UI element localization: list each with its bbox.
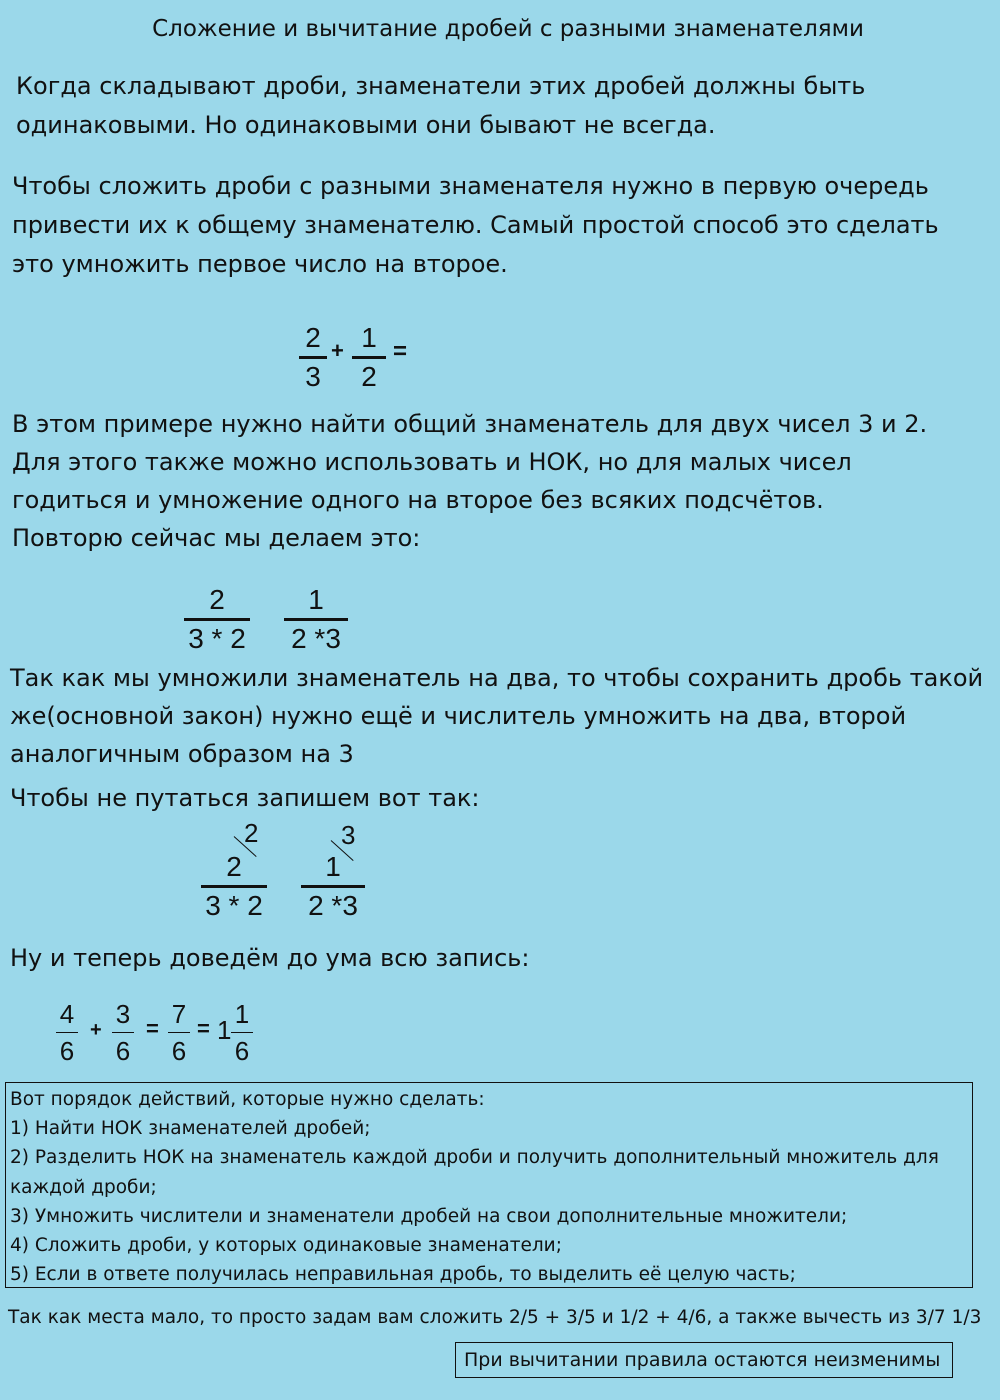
fraction-2-over-3x2-marked <box>201 851 267 922</box>
numerator: 2 <box>209 584 225 615</box>
fraction-1-6 <box>231 998 253 1067</box>
numerator: 1 <box>308 584 324 615</box>
numerator: 1 <box>361 322 377 353</box>
equals-sign: = <box>146 1016 159 1041</box>
fraction-bar <box>168 1032 190 1033</box>
equals-sign: = <box>393 338 408 365</box>
paragraph4-line-4: Чтобы не путаться запишем вот так: <box>10 784 480 812</box>
paragraph3-line-4: Повторю сейчас мы делаем это: <box>12 524 421 552</box>
paragraph4-line-3: аналогичным образом на 3 <box>10 740 354 768</box>
denominator: 6 <box>59 1036 75 1066</box>
multiplier-2: 2 <box>244 818 259 848</box>
page-title: Сложение и вычитание дробей с разными знаменателями <box>152 16 864 42</box>
fraction-3-6 <box>112 998 134 1067</box>
fraction-1-2 <box>352 322 386 393</box>
paragraph3-line-3: годиться и умножение одного на второе без всяких подсчётов. <box>12 486 824 514</box>
steps-box <box>5 1082 973 1288</box>
numerator: 1 <box>325 851 341 882</box>
numerator: 1 <box>234 999 250 1029</box>
step-line: 4) Сложить дроби, у которых одинаковые знаменатели; <box>10 1235 562 1257</box>
paragraph3-line-1: В этом примере нужно найти общий знаменатель для двух чисел 3 и 2. <box>12 410 928 438</box>
step-line: 2) Разделить НОК на знаменатель каждой дроби и получить дополнительный множитель для <box>10 1147 939 1169</box>
denominator: 6 <box>115 1036 131 1066</box>
numerator: 2 <box>226 851 242 882</box>
denominator: 2 <box>361 361 377 392</box>
step-line: 3) Умножить числители и знаменатели дробей на свои дополнительные множители; <box>10 1205 848 1227</box>
denominator: 2 *3 <box>308 890 358 921</box>
fraction-bar <box>352 356 386 359</box>
step-line: 1) Найти НОК знаменателей дробей; <box>10 1118 371 1140</box>
numerator: 3 <box>115 999 131 1029</box>
fraction-bar <box>184 618 250 621</box>
denominator: 3 * 2 <box>205 890 263 921</box>
paragraph3-line-2: Для этого также можно использовать и НОК, но для малых чисел <box>12 448 852 476</box>
fraction-2-over-3x2 <box>184 584 250 655</box>
equals-sign: = <box>197 1016 210 1041</box>
intro-line-2: одинаковыми. Но одинаковыми они бывают не всегда. <box>16 111 716 139</box>
fraction-bar <box>299 356 327 359</box>
homework-task: Так как места мало, то просто задам вам сложить 2/5 + 3/5 и 1/2 + 4/6, а также вычесть из 3/7 1/3 <box>8 1307 982 1328</box>
denominator: 2 *3 <box>291 623 341 654</box>
multiplier-3: 3 <box>341 820 356 850</box>
fraction-bar <box>231 1032 253 1033</box>
fraction-bar <box>301 885 365 888</box>
step-line: каждой дроби; <box>10 1176 157 1198</box>
paragraph5: Ну и теперь доведём до ума всю запись: <box>10 944 530 972</box>
fraction-1-over-2x3 <box>284 584 348 655</box>
fraction-bar <box>284 618 348 621</box>
fraction-1-over-2x3-marked <box>301 851 365 922</box>
denominator: 3 * 2 <box>188 623 246 654</box>
paragraph2-line-1: Чтобы сложить дроби с разными знаменателя нужно в первую очередь <box>12 172 929 200</box>
intro-line-1: Когда складывают дроби, знаменатели этих дробей должны быть <box>16 72 866 100</box>
numerator: 7 <box>171 999 187 1029</box>
subtraction-rule-note: При вычитании правила остаются неизменимы <box>455 1342 953 1378</box>
mixed-number-whole: 1 <box>217 1015 232 1045</box>
fraction-2-3 <box>299 322 327 393</box>
denominator: 6 <box>171 1036 187 1066</box>
denominator: 3 <box>305 361 321 392</box>
numerator: 4 <box>59 999 75 1029</box>
steps-heading: Вот порядок действий, которые нужно сделать: <box>10 1089 485 1110</box>
fraction-bar <box>201 885 267 888</box>
step-line: 5) Если в ответе получилась неправильная дробь, то выделить её целую часть; <box>10 1264 796 1286</box>
paragraph4-line-1: Так как мы умножили знаменатель на два, то чтобы сохранить дробь такой <box>10 664 984 692</box>
plus-sign: + <box>90 1019 102 1041</box>
fraction-4-6 <box>56 998 78 1067</box>
denominator: 6 <box>234 1036 250 1066</box>
fraction-7-6 <box>168 998 190 1067</box>
numerator: 2 <box>305 322 321 353</box>
plus-sign: + <box>331 338 344 363</box>
paragraph4-line-2: же(основной закон) нужно ещё и числитель умножить на два, второй <box>10 702 907 730</box>
paragraph2-line-3: это умножить первое число на второе. <box>12 250 508 278</box>
fraction-bar <box>112 1032 134 1033</box>
fraction-bar <box>56 1032 78 1033</box>
paragraph2-line-2: привести их к общему знаменателю. Самый простой способ это сделать <box>12 211 939 239</box>
